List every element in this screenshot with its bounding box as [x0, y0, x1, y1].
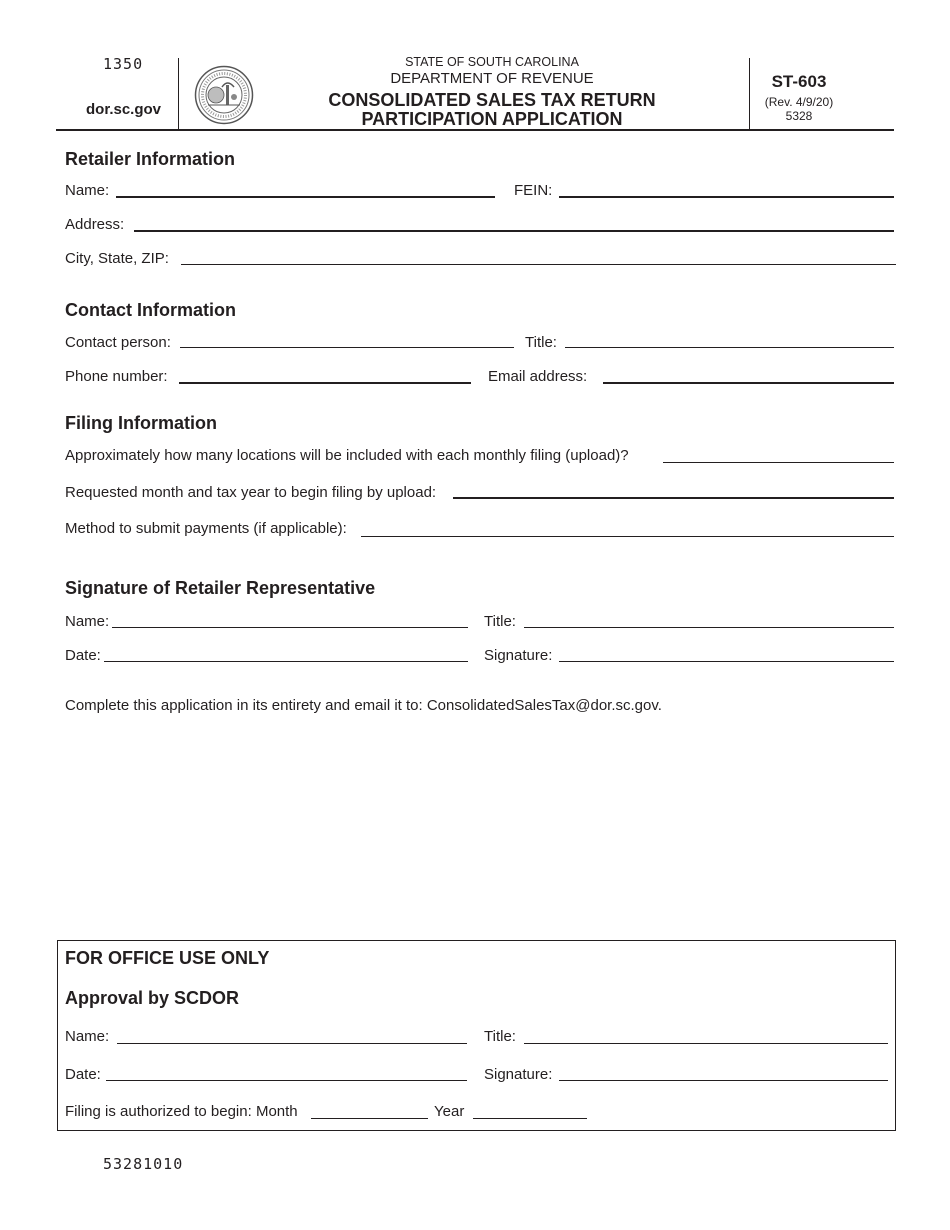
fein-label: FEIN:	[514, 182, 553, 199]
header-divider	[749, 58, 750, 130]
header-divider	[178, 58, 179, 130]
phone-field[interactable]	[179, 382, 471, 384]
rep-name-label: Name:	[65, 613, 110, 630]
form-barcode: 53281010	[103, 1155, 184, 1173]
city-state-zip-label: City, State, ZIP:	[65, 250, 169, 267]
address-label: Address:	[65, 216, 125, 233]
retailer-name-field[interactable]	[116, 196, 495, 198]
contact-title-field[interactable]	[565, 347, 894, 348]
office-heading: FOR OFFICE USE ONLY	[65, 948, 270, 968]
payment-method-label: Method to submit payments (if applicable):	[65, 520, 347, 537]
start-month-field[interactable]	[453, 497, 894, 499]
rep-title-label: Title:	[484, 613, 516, 630]
locations-label: Approximately how many locations will be included with each monthly filing (upload)?	[65, 447, 629, 464]
office-name-field[interactable]	[117, 1043, 467, 1044]
office-date-label: Date:	[65, 1066, 101, 1083]
form-id: 1350	[103, 55, 144, 73]
rep-title-field[interactable]	[524, 627, 894, 628]
contact-person-label: Contact person:	[65, 334, 171, 351]
submission-note: Complete this application in its entirety and email it to: ConsolidatedSalesTax@dor.sc.gov.	[65, 697, 662, 714]
office-title-label: Title:	[484, 1028, 516, 1045]
signature-heading: Signature of Retailer Representative	[65, 578, 376, 598]
contact-title-label: Title:	[525, 334, 557, 351]
address-field[interactable]	[134, 230, 894, 232]
office-title-field[interactable]	[524, 1043, 888, 1044]
locations-field[interactable]	[663, 462, 894, 463]
retailer-name-label: Name:	[65, 182, 110, 199]
rep-signature-label: Signature:	[484, 647, 553, 664]
authorized-month-label: Filing is authorized to begin: Month	[65, 1103, 298, 1120]
email-label: Email address:	[488, 368, 588, 385]
contact-person-field[interactable]	[180, 347, 514, 348]
retailer-heading: Retailer Information	[65, 149, 236, 169]
start-month-label: Requested month and tax year to begin filing by upload:	[65, 484, 437, 501]
authorized-month-field[interactable]	[311, 1118, 428, 1119]
filing-heading: Filing Information	[65, 413, 217, 433]
header-rule	[56, 129, 894, 131]
office-date-field[interactable]	[106, 1080, 467, 1081]
form-code: 5328	[785, 109, 813, 123]
office-name-label: Name:	[65, 1028, 110, 1045]
city-state-zip-field[interactable]	[181, 264, 896, 265]
rep-signature-field[interactable]	[559, 661, 894, 662]
fein-field[interactable]	[559, 196, 894, 198]
approval-heading: Approval by SCDOR	[65, 988, 240, 1008]
phone-label: Phone number:	[65, 368, 168, 385]
form-subtitle: PARTICIPATION APPLICATION	[361, 109, 623, 129]
contact-heading: Contact Information	[65, 300, 236, 320]
authorized-year-label: Year	[434, 1103, 465, 1120]
office-signature-field[interactable]	[559, 1080, 888, 1081]
department-name: DEPARTMENT OF REVENUE	[390, 70, 594, 87]
rep-date-label: Date:	[65, 647, 101, 664]
form-title: CONSOLIDATED SALES TAX RETURN	[328, 90, 656, 110]
rep-date-field[interactable]	[104, 661, 468, 662]
state-name: STATE OF SOUTH CAROLINA	[405, 55, 579, 69]
payment-method-field[interactable]	[361, 536, 894, 537]
revision-date: (Rev. 4/9/20)	[764, 95, 834, 109]
email-field[interactable]	[603, 382, 894, 384]
authorized-year-field[interactable]	[473, 1118, 587, 1119]
office-signature-label: Signature:	[484, 1066, 553, 1083]
rep-name-field[interactable]	[112, 627, 468, 628]
website: dor.sc.gov	[86, 101, 162, 118]
state-seal-icon	[194, 65, 254, 125]
form-number: ST-603	[771, 72, 827, 91]
